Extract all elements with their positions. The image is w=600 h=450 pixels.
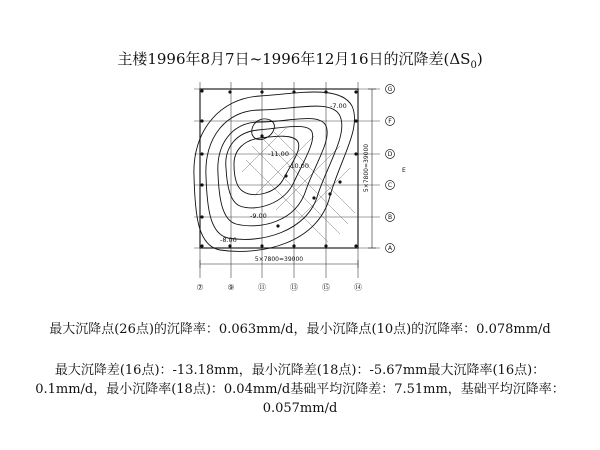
contour-label: -7.00 — [330, 102, 347, 110]
settlement-difference-summary: 最大沉降差(16点)：-13.18mm，最小沉降差(18点)：-5.67mm最大沉降率(16点)：0.1mm/d，最小沉降率(18点)：0.04mm/d基础平均沉降差：7.51mm，基础平均沉降率：0.057mm/d — [35, 363, 565, 416]
building-outline — [200, 89, 358, 248]
title-main: 主楼1996年8月7日~1996年12月16日的沉降差(ΔS — [117, 50, 471, 68]
contour-label: -9.00 — [250, 212, 267, 220]
axis-bubble-bottom: ⑦ — [196, 283, 204, 292]
axis-bubble-bottom: ⑨ — [227, 283, 235, 292]
survey-points — [200, 89, 357, 247]
axis-label-right: A — [387, 245, 393, 253]
axis-label-right: C — [387, 182, 393, 190]
title-subscript: 0 — [470, 60, 477, 71]
bottom-dimension: 5×7800=39000 — [254, 256, 304, 263]
title-close: ) — [476, 50, 483, 68]
axis-label-right: D — [387, 151, 393, 159]
axis-label-right: B — [387, 214, 393, 222]
axis-bubble-bottom: ⑮ — [322, 283, 330, 292]
contour-label: -8.00 — [220, 236, 237, 244]
axis-bubble-bottom: ⑪ — [258, 283, 266, 292]
axis-bubble-bottom: ⑭ — [354, 283, 362, 292]
axis-label-right: F — [388, 118, 392, 126]
contour-label: -11.00 — [268, 150, 289, 158]
axis-bubbles-right — [386, 85, 395, 253]
right-dimension: 5×7800=39000 — [363, 143, 370, 193]
settlement-contour-plan — [190, 76, 415, 296]
contour-label: -10.00 — [288, 162, 309, 170]
grid-columns — [200, 82, 358, 278]
settlement-rate-summary: 最大沉降点(26点)的沉降率：0.063mm/d，最小沉降点(10点)的沉降率：0.078mm/d — [49, 322, 551, 337]
contour-lines — [194, 92, 355, 251]
axis-label-right: E — [402, 167, 406, 174]
diagram-title — [0, 50, 600, 75]
grid-rows — [194, 89, 380, 248]
axis-label-right: G — [387, 86, 393, 94]
axis-bubble-bottom: ⑬ — [290, 283, 298, 292]
